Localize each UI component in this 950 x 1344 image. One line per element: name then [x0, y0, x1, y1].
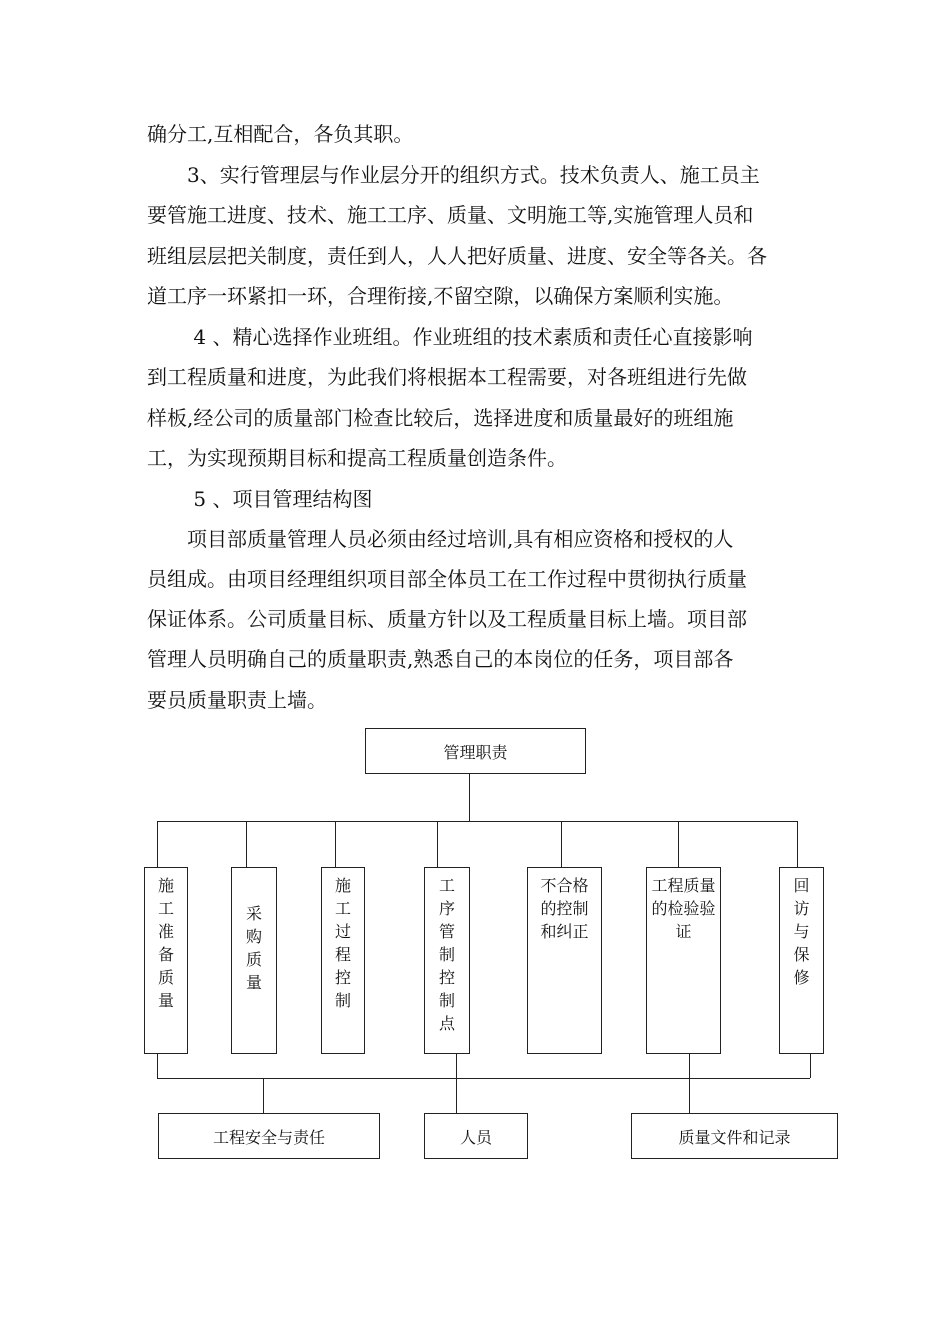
- vertical-label-line: 质: [245, 950, 262, 969]
- vertical-label-line: 工: [438, 876, 455, 895]
- vertical-label-line: 施: [334, 876, 351, 895]
- chart-bottom-box: [631, 1113, 838, 1159]
- chart-middle-box: [144, 867, 188, 1054]
- text-line: 工，为实现预期目标和提高工程质量创造条件。: [147, 446, 567, 470]
- connector-line: [157, 1053, 158, 1078]
- vertical-label-line: 量: [245, 973, 262, 992]
- connector-line: [456, 1053, 457, 1113]
- text-line: 员组成。由项目经理组织项目部全体员工在工作过程中贯彻执行质量: [147, 567, 747, 591]
- vertical-label: [425, 868, 469, 1035]
- vertical-label-line: 的控制: [540, 899, 589, 918]
- connector-line: [335, 821, 336, 867]
- text-line: 到工程质量和进度，为此我们将根据本工程需要，对各班组进行先做: [147, 365, 747, 389]
- vertical-label: [145, 868, 187, 1012]
- vertical-label-line: 修: [793, 968, 810, 987]
- vertical-label-line: 制: [438, 991, 455, 1010]
- text-line: 保证体系。公司质量目标、质量方针以及工程质量目标上墙。项目部: [147, 607, 747, 631]
- vertical-label: [528, 868, 601, 943]
- connector-line: [263, 1078, 264, 1113]
- text-line: 要员质量职责上墙。: [147, 688, 327, 712]
- connector-line: [561, 821, 562, 867]
- vertical-label-line: 证: [675, 922, 692, 941]
- chart-top-box: [365, 728, 586, 774]
- connector-line: [437, 821, 438, 867]
- connector-line: [689, 1053, 690, 1113]
- vertical-label-line: 控: [438, 968, 455, 987]
- chart-bottom-box: [424, 1113, 528, 1159]
- text-line: 班组层层把关制度，责任到人，人人把好质量、进度、安全等各关。各: [147, 244, 767, 268]
- vertical-label-line: 管: [438, 922, 455, 941]
- chart-middle-box: [646, 867, 721, 1054]
- chart-middle-box: [424, 867, 470, 1054]
- text-line: 确分工,互相配合，各负其职。: [147, 122, 414, 146]
- vertical-label-line: 工程质量: [651, 876, 716, 895]
- vertical-label-line: 点: [438, 1014, 455, 1033]
- connector-line: [469, 773, 470, 821]
- chart-bottom-box: [158, 1113, 380, 1159]
- vertical-label: [647, 868, 720, 943]
- chart-middle-box: [779, 867, 824, 1054]
- vertical-label-line: 与: [793, 922, 810, 941]
- text-line: 4 、精心选择作业班组。作业班组的技术素质和责任心直接影响: [147, 325, 753, 349]
- vertical-label: [232, 868, 276, 994]
- vertical-label-line: 准: [157, 922, 174, 941]
- connector-line: [810, 1053, 811, 1078]
- text-line: 样板,经公司的质量部门检查比较后，选择进度和质量最好的班组施: [147, 406, 734, 430]
- vertical-label-line: 工: [157, 899, 174, 918]
- vertical-label-line: 工: [334, 899, 351, 918]
- text-line: 3、实行管理层与作业层分开的组织方式。技术负责人、施工员主: [147, 163, 760, 187]
- section-heading: 5 、项目管理结构图: [147, 487, 373, 511]
- vertical-label-line: 不合格: [540, 876, 589, 895]
- vertical-label-line: 过: [334, 922, 351, 941]
- vertical-label-line: 制: [334, 991, 351, 1010]
- chart-bottom-label: 人员: [459, 1127, 492, 1147]
- vertical-label-line: 质: [157, 968, 174, 987]
- vertical-label-line: 访: [793, 899, 810, 918]
- chart-top-label: 管理职责: [443, 742, 508, 762]
- text-line: 项目部质量管理人员必须由经过培训,具有相应资格和授权的人: [147, 527, 734, 551]
- chart-middle-box: [231, 867, 277, 1054]
- vertical-label-line: 量: [157, 991, 174, 1010]
- text-line: 管理人员明确自己的质量职责,熟悉自己的本岗位的任务，项目部各: [147, 647, 734, 671]
- connector-line: [678, 821, 679, 867]
- vertical-label-line: 序: [438, 899, 455, 918]
- connector-line: [246, 821, 247, 867]
- vertical-label-line: 程: [334, 945, 351, 964]
- chart-middle-box: [321, 867, 365, 1054]
- vertical-label-line: 备: [157, 945, 174, 964]
- vertical-label-line: 控: [334, 968, 351, 987]
- chart-bottom-label: 工程安全与责任: [212, 1127, 325, 1147]
- connector-line: [157, 821, 158, 867]
- vertical-label-line: 购: [245, 927, 262, 946]
- vertical-label-line: 采: [245, 904, 262, 923]
- chart-middle-box: [527, 867, 602, 1054]
- text-line: 要管施工进度、技术、施工工序、质量、文明施工等,实施管理人员和: [147, 203, 754, 227]
- vertical-label: [322, 868, 364, 1012]
- text-line: 道工序一环紧扣一环，合理衔接,不留空隙，以确保方案顺利实施。: [147, 284, 734, 308]
- vertical-label-line: 制: [438, 945, 455, 964]
- connector-line: [797, 821, 798, 867]
- vertical-label-line: 回: [793, 876, 810, 895]
- connector-line: [157, 1078, 810, 1079]
- chart-bottom-label: 质量文件和记录: [678, 1127, 791, 1147]
- connector-line: [157, 821, 797, 822]
- vertical-label-line: 保: [793, 945, 810, 964]
- vertical-label-line: 施: [157, 876, 174, 895]
- vertical-label-line: 和纠正: [540, 922, 589, 941]
- vertical-label-line: 的检验验: [651, 899, 716, 918]
- vertical-label: [780, 868, 823, 989]
